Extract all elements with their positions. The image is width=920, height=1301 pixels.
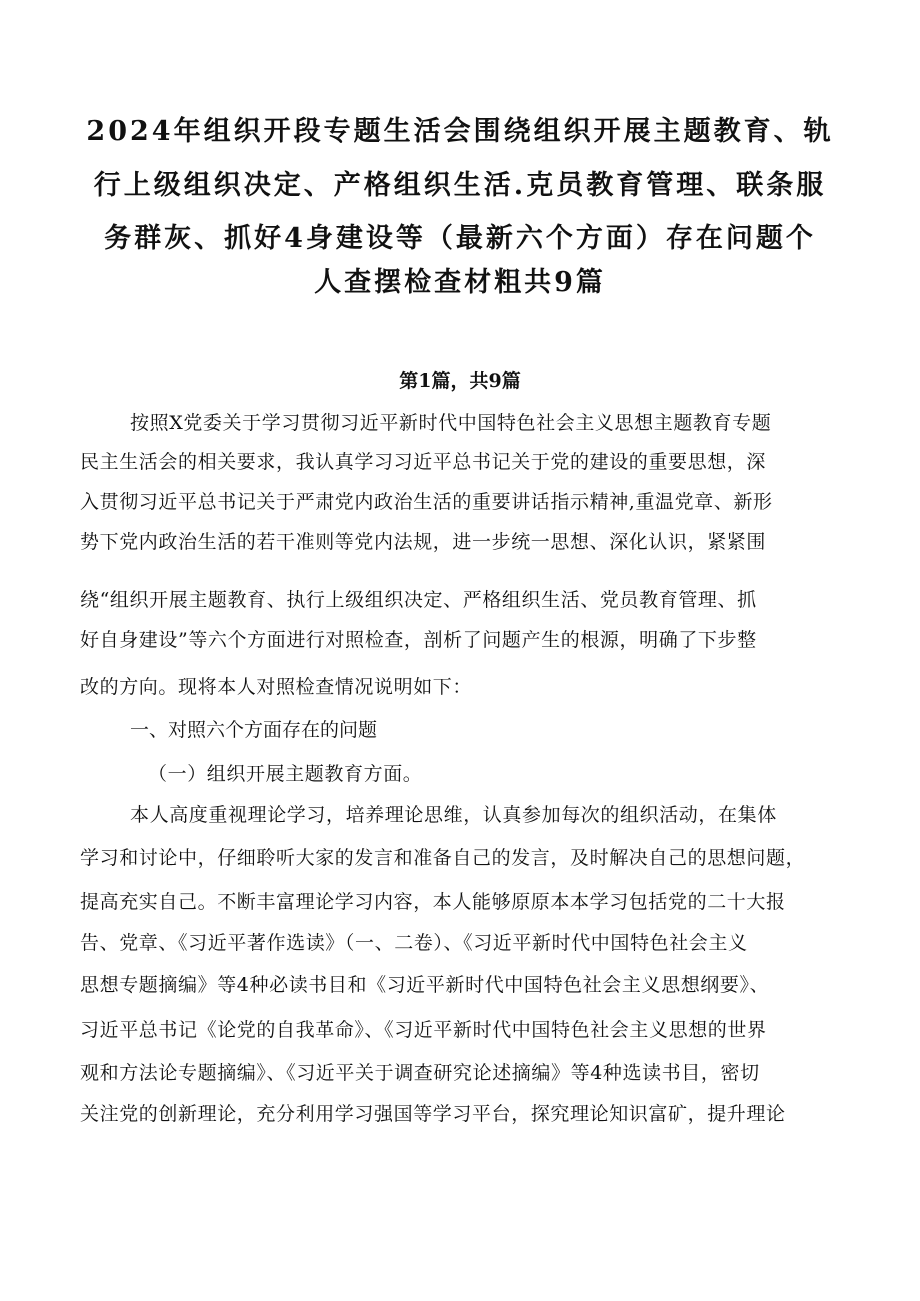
- body-line: 学习和讨论中，仔细聆听大家的发言和准备自己的发言，及时解决自己的思想问题，: [80, 847, 806, 869]
- body-line: 习近平总书记《论党的自我革命》、《习近平新时代中国特色社会主义思想的世界: [80, 1019, 767, 1041]
- intro-line: 绕“组织开展主题教育、执行上级组织决定、严格组织生活、党员教育管理、抓: [80, 589, 757, 611]
- intro-line: 势下党内政治生活的若干准则等党内法规，进一步统一思想、深化认识，紧紧围: [80, 531, 767, 553]
- intro-line: 按照X党委关于学习贯彻习近平新时代中国特色社会主义思想主题教育专题: [130, 412, 772, 434]
- body-line: 思想专题摘编》等4种必读书目和《习近平新时代中国特色社会主义思想纲要》、: [80, 974, 770, 996]
- part-indicator: 第1篇，共9篇: [399, 370, 521, 392]
- body-line: 观和方法论专题摘编》、《习近平关于调查研究论述摘编》等4种选读书目，密切: [80, 1062, 760, 1084]
- intro-line: 民主生活会的相关要求，我认真学习习近平总书记关于党的建设的重要思想，深: [80, 451, 767, 473]
- document-title-line-3: 务群灰、抓好4身建设等（最新六个方面）存在问题个: [104, 223, 816, 254]
- document-title-line-1: 2024年组织开段专题生活会围绕组织开展主题教育、轨: [86, 116, 834, 147]
- subsection-heading: （一）组织开展主题教育方面。: [148, 763, 423, 785]
- body-line: 关注党的创新理论，充分利用学习强国等学习平台，探究理论知识富矿，提升理论: [80, 1103, 786, 1125]
- document-title-line-4: 人查摆检查材粗共9篇: [314, 267, 606, 298]
- intro-line: 好自身建设”等六个方面进行对照检查，剖析了问题产生的根源，明确了下步整: [80, 629, 757, 651]
- intro-line: 入贯彻习近平总书记关于严肃党内政治生活的重要讲话指示精神,重温党章、新形: [80, 491, 773, 513]
- document-title-line-2: 行上级组织决定、产格组织生活.克员教育管理、联条服: [93, 170, 827, 201]
- intro-line: 改的方向。现将本人对照检查情况说明如下：: [80, 676, 473, 698]
- body-line: 本人高度重视理论学习，培养理论思维，认真参加每次的组织活动，在集体: [130, 804, 777, 826]
- body-line: 告、党章、《习近平著作选读》（一、二卷）、《习近平新时代中国特色社会主义: [80, 932, 748, 954]
- section-heading: 一、对照六个方面存在的问题: [130, 719, 378, 741]
- body-line: 提高充实自己。不断丰富理论学习内容，本人能够原原本本学习包括党的二十大报: [80, 891, 786, 913]
